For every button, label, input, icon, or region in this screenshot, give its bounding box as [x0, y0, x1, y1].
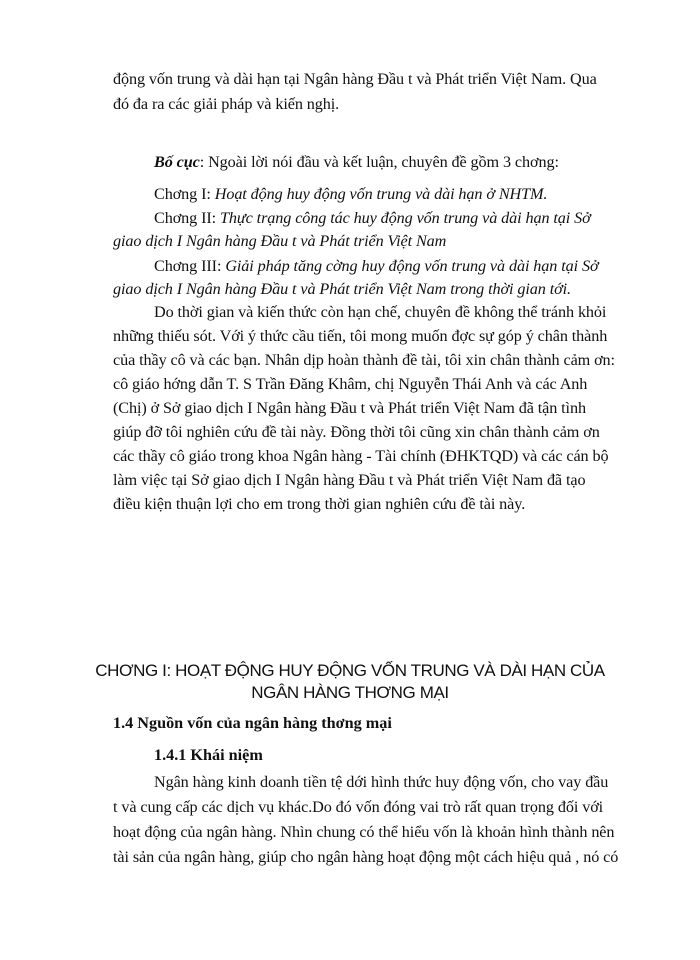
chapter-2-title-b: giao dịch I Ngân hàng Đầu t và Phát triển Việt Nam — [113, 232, 447, 250]
thanks-line-2: những thiếu sót. Với ý thức cầu tiến, tôi mong muốn đợc sự góp ý chân thành — [113, 327, 608, 345]
thanks-line-3: của thầy cô và các bạn. Nhân dịp hoàn thành đề tài, tôi xin chân thành cảm ơn: — [113, 351, 615, 369]
chapter-heading-line-1: CHƠNG I: HOẠT ĐỘNG HUY ĐỘNG VỐN TRUNG VÀ DÀI HẠN CỦA — [95, 661, 605, 680]
intro-line-2: đó đa ra các giải pháp và kiến nghị. — [113, 95, 340, 113]
subsection-heading: 1.4.1 Khái niệm — [154, 746, 263, 764]
thanks-line-7: các thầy cô giáo trong khoa Ngân hàng - Tài chính (ĐHKTQD) và các cán bộ — [113, 447, 609, 465]
intro-line-1: động vốn trung và dài hạn tại Ngân hàng Đầu t và Phát triển Việt Nam. Qua — [113, 70, 597, 88]
structure-line — [154, 151, 559, 173]
thanks-line-9: điều kiện thuận lợi cho em trong thời gian nghiên cứu đề tài này. — [113, 495, 526, 513]
chapter-1-prefix: Chơng I: — [154, 185, 215, 203]
concept-line-2: t và cung cấp các dịch vụ khác.Do đó vốn đóng vai trò rất quan trọng đối với — [113, 798, 604, 816]
chapter-3-prefix: Chơng III: — [154, 257, 226, 275]
thanks-line-1: Do thời gian và kiến thức còn hạn chế, chuyên đề không thể tránh khỏi — [154, 303, 607, 321]
chapter-2-title-a: Thực trạng công tác huy động vốn trung và dài hạn tại Sở — [220, 209, 591, 227]
concept-line-4: tài sản của ngân hàng, giúp cho ngân hàng hoạt động một cách hiệu quả , nó có — [113, 848, 619, 866]
chapter-3-title-b: giao dịch I Ngân hàng Đầu t và Phát triển Việt Nam trong thời gian tới. — [113, 280, 572, 298]
chapter-3-title-a: Giải pháp tăng cờng huy động vốn trung và dài hạn tại Sở — [225, 257, 599, 275]
thanks-line-5: (Chị) ở Sở giao dịch I Ngân hàng Đầu t và Phát triển Việt Nam đã tận tình — [113, 399, 586, 417]
chapter-3-line — [154, 255, 598, 277]
thanks-line-6: giúp đỡ tôi nghiên cứu đề tài này. Đồng thời tôi cũng xin chân thành cảm ơn — [113, 423, 600, 441]
chapter-1-line — [154, 183, 547, 205]
thanks-line-4: cô giáo hớng dẫn T. S Trần Đăng Khâm, chị Nguyễn Thái Anh và các Anh — [113, 375, 588, 393]
chapter-1-title: Hoạt động huy động vốn trung và dài hạn ở NHTM. — [214, 185, 548, 203]
structure-text: : Ngoài lời nói đầu và kết luận, chuyên đề gồm 3 chơng: — [199, 153, 559, 171]
thanks-line-8: làm việc tại Sở giao dịch I Ngân hàng Đầu t và Phát triển Việt Nam đã tạo — [113, 471, 586, 489]
section-heading: 1.4 Nguồn vốn của ngân hàng thơng mại — [113, 714, 392, 732]
structure-label: Bố cục — [154, 153, 200, 171]
concept-line-3: hoạt động của ngân hàng. Nhìn chung có thể hiểu vốn là khoản hình thành nên — [113, 823, 615, 841]
chapter-2-line — [154, 207, 591, 229]
concept-line-1: Ngân hàng kinh doanh tiền tệ dới hình thức huy động vốn, cho vay đầu — [154, 773, 609, 791]
chapter-heading-line-2: NGÂN HÀNG THƠNG MẠI — [251, 683, 449, 702]
chapter-2-prefix: Chơng II: — [154, 209, 221, 227]
